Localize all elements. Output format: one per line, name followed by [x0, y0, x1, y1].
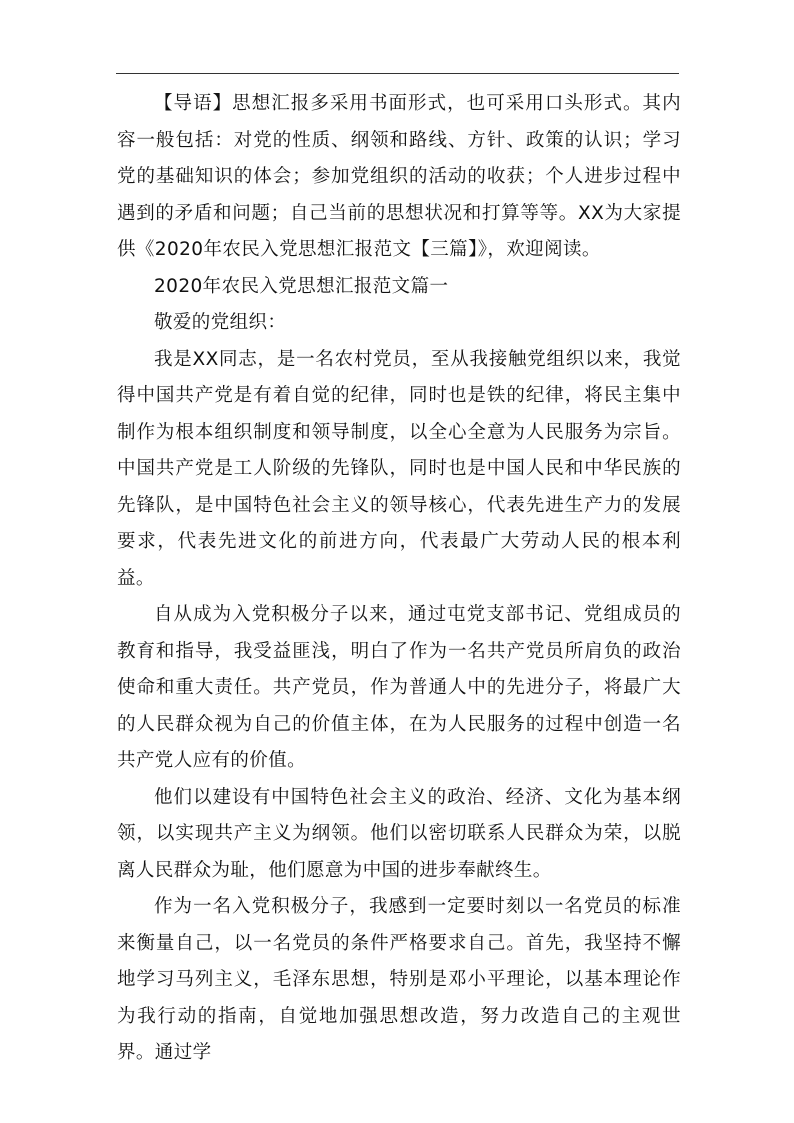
body-paragraph-1: 我是XX同志，是一名农村党员，至从我接触党组织以来，我觉得中国共产党是有着自觉的纪律，同时也是铁的纪律，将民主集中制作为根本组织制度和领导制度，以全心全意为人民服务为宗旨。中国共产党是工人阶级的先锋队，同时也是中国人民和中华民族的先锋队，是中国特色社会主义的领导核心，代表先进生产力的发展要求，代表先进文化的前进方向，代表最广大劳动人民的根本利益。: [117, 348, 681, 589]
section-heading: 2020年农民入党思想汇报范文篇一: [154, 275, 449, 297]
body-paragraph-3: 他们以建设有中国特色社会主义的政治、经济、文化为基本纲领，以实现共产主义为纲领。他们以密切联系人民群众为荣，以脱离人民群众为耻，他们愿意为中国的进步奉献终生。: [117, 786, 681, 881]
body-paragraph-4: 作为一名入党积极分子，我感到一定要时刻以一名党员的标准来衡量自己，以一名党员的条件严格要求自己。首先，我坚持不懈地学习马列主义，毛泽东思想，特别是邓小平理论，以基本理论作为我行动的指南，自觉地加强思想改造，努力改造自己的主观世界。通过学: [117, 896, 681, 1063]
header-divider: [116, 73, 679, 74]
body-paragraph-2: 自从成为入党积极分子以来，通过屯党支部书记、党组成员的教育和指导，我受益匪浅，明白了作为一名共产党员所肩负的政治使命和重大责任。共产党员，作为普通人中的先进分子，将最广大的人民群众视为自己的价值主体，在为人民服务的过程中创造一名共产党人应有的价值。: [117, 604, 681, 771]
intro-paragraph: 【导语】思想汇报多采用书面形式，也可采用口头形式。其内容一般包括：对党的性质、纲领和路线、方针、政策的认识；学习党的基础知识的体会；参加党组织的活动的收获；个人进步过程中遇到的矛盾和问题；自己当前的思想状况和打算等等。XX为大家提供《2020年农民入党思想汇报范文【三篇】》，欢迎阅读。: [117, 93, 681, 260]
salutation: 敬爱的党组织：: [154, 312, 287, 333]
document-body: [117, 86, 681, 1072]
